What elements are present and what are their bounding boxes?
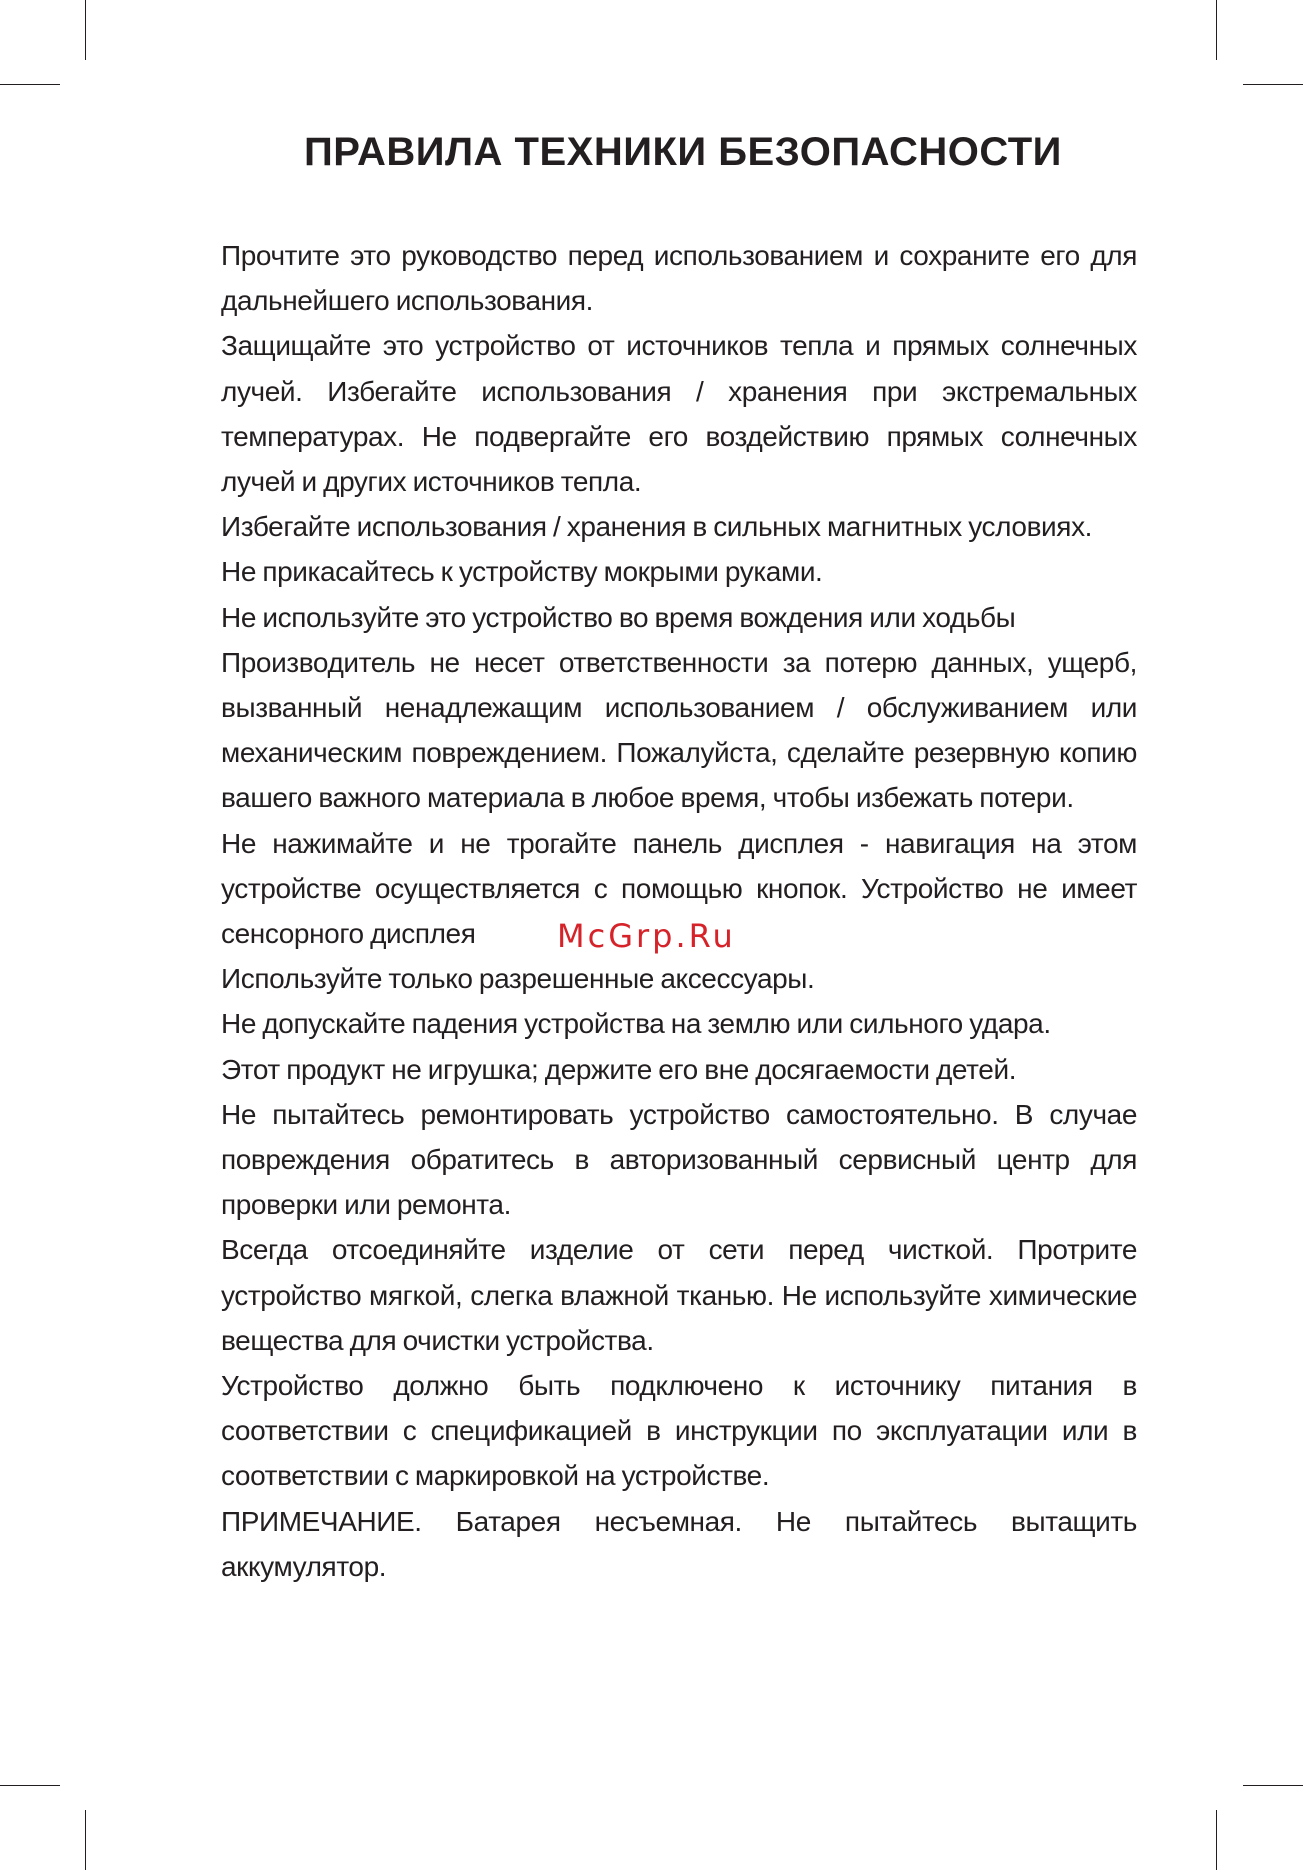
crop-mark-top-right-horizontal [1243,84,1303,85]
paragraph-data-loss: Производитель не несет ответственности за потерю данных, ущерб, вызванный ненадлежащим использованием / обслуживанием или механическим повреждением. Пожалуйста, сделайте резервную копию вашего важного материала в любое время, чтобы избежать потери. [221,646,1137,814]
crop-mark-bottom-left-vertical [85,1810,86,1870]
paragraph-driving: Не используйте это устройство во время вождения или ходьбы [221,601,1016,633]
paragraph-drop: Не допускайте падения устройства на землю или сильного удара. [221,1008,1051,1040]
crop-mark-top-left-vertical [85,0,86,60]
crop-mark-bottom-right-horizontal [1243,1785,1303,1786]
paragraph-magnetic: Избегайте использования / хранения в сильных магнитных условиях. [221,511,1093,543]
crop-mark-top-left-horizontal [0,84,60,85]
paragraph-battery-note: ПРИМЕЧАНИЕ. Батарея несъемная. Не пытайтесь вытащить аккумулятор. [221,1505,1137,1582]
paragraph-wet-hands: Не прикасайтесь к устройству мокрыми руками. [221,556,823,588]
paragraph-read-manual: Прочтите это руководство перед использованием и сохраните его для дальнейшего использования. [221,240,1137,317]
crop-mark-bottom-right-vertical [1216,1810,1217,1870]
paragraph-display: Не нажимайте и не трогайте панель дисплея - навигация на этом устройстве осуществляется с помощью кнопок. Устройство не имеет сенсорного дисплея [221,827,1137,950]
safety-rules-text [221,233,1137,1589]
crop-mark-bottom-left-horizontal [0,1785,60,1786]
paragraph-accessories: Используйте только разрешенные аксессуары. [221,963,815,995]
crop-mark-top-right-vertical [1216,0,1217,60]
paragraph-cleaning: Всегда отсоединяйте изделие от сети перед чисткой. Протрите устройство мягкой, слегка влажной тканью. Не используйте химические вещества для очистки устройства. [221,1234,1137,1356]
paragraph-heat-protection: Защищайте это устройство от источников тепла и прямых солнечных лучей. Избегайте использования / хранения при экстремальных температурах. Не подвергайте его воздействию прямых солнечных лучей и других источников тепла. [221,330,1137,498]
paragraph-power: Устройство должно быть подключено к источнику питания в соответствии с спецификацией в инструкции по эксплуатации или в соответствии с маркировкой на устройстве. [221,1370,1137,1492]
page-title: ПРАВИЛА ТЕХНИКИ БЕЗОПАСНОСТИ [304,130,1062,174]
paragraph-not-toy: Этот продукт не игрушка; держите его вне досягаемости детей. [221,1053,1017,1085]
paragraph-repair: Не пытайтесь ремонтировать устройство самостоятельно. В случае повреждения обратитесь в авторизованный сервисный центр для проверки или ремонта. [221,1098,1137,1221]
watermark: McGrp.Ru [557,917,736,955]
